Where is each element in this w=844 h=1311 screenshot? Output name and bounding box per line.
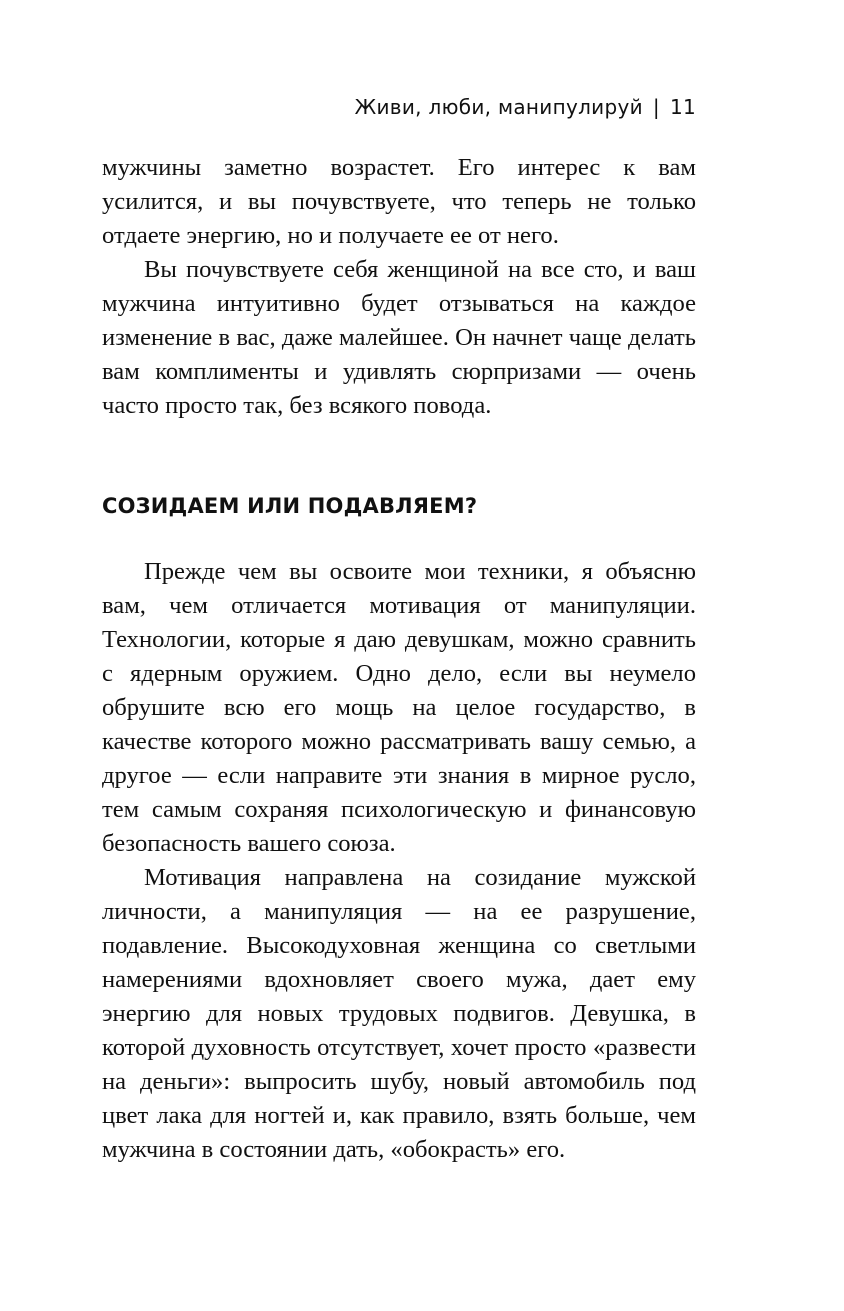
paragraph: мужчины заметно возрастет. Его интерес к вам усилится, и вы почувствуете, что теперь не только отдаете энергию, но и получаете ее от него. <box>102 154 696 249</box>
text-block-bottom <box>102 555 696 1167</box>
paragraph: Мотивация направлена на созидание мужской личности, а манипуляция — на ее разрушение, подавление. Высокодуховная женщина со светлыми намерениями вдохновляет своего мужа, дает ему энергию для новых трудовых подвигов. Девушка, в которой духовность отсутствует, хочет просто «развести на деньги»: выпросить шубу, новый автомобиль под цвет лака для ногтей и, как правило, взять больше, чем мужчина в состоянии дать, «обокрасть» его. <box>102 864 696 1163</box>
running-header <box>355 94 696 120</box>
paragraph: Вы почувствуете себя женщиной на все сто, и ваш мужчина интуитивно будет отзываться на каждое изменение в вас, даже малейшее. Он начнет чаще делать вам комплименты и удивлять сюрпризами — очень часто просто так, без всякого повода. <box>102 256 696 419</box>
page-number: 11 <box>669 95 696 119</box>
section-heading: СОЗИДАЕМ ИЛИ ПОДАВЛЯЕМ? <box>102 494 478 518</box>
header-separator: | <box>652 95 660 119</box>
book-title: Живи, люби, манипулируй <box>354 95 643 119</box>
text-block-top <box>102 151 696 423</box>
paragraph: Прежде чем вы освоите мои техники, я объясню вам, чем отличается мотивация от манипуляции. Технологии, которые я даю девушкам, можно сравнить с ядерным оружием. Одно дело, если вы неумело обрушите всю его мощь на целое государство, в качестве которого можно рассматривать вашу семью, а другое — если направите эти знания в мирное русло, тем самым сохраняя психологическую и финансовую безопасность вашего союза. <box>102 558 696 857</box>
